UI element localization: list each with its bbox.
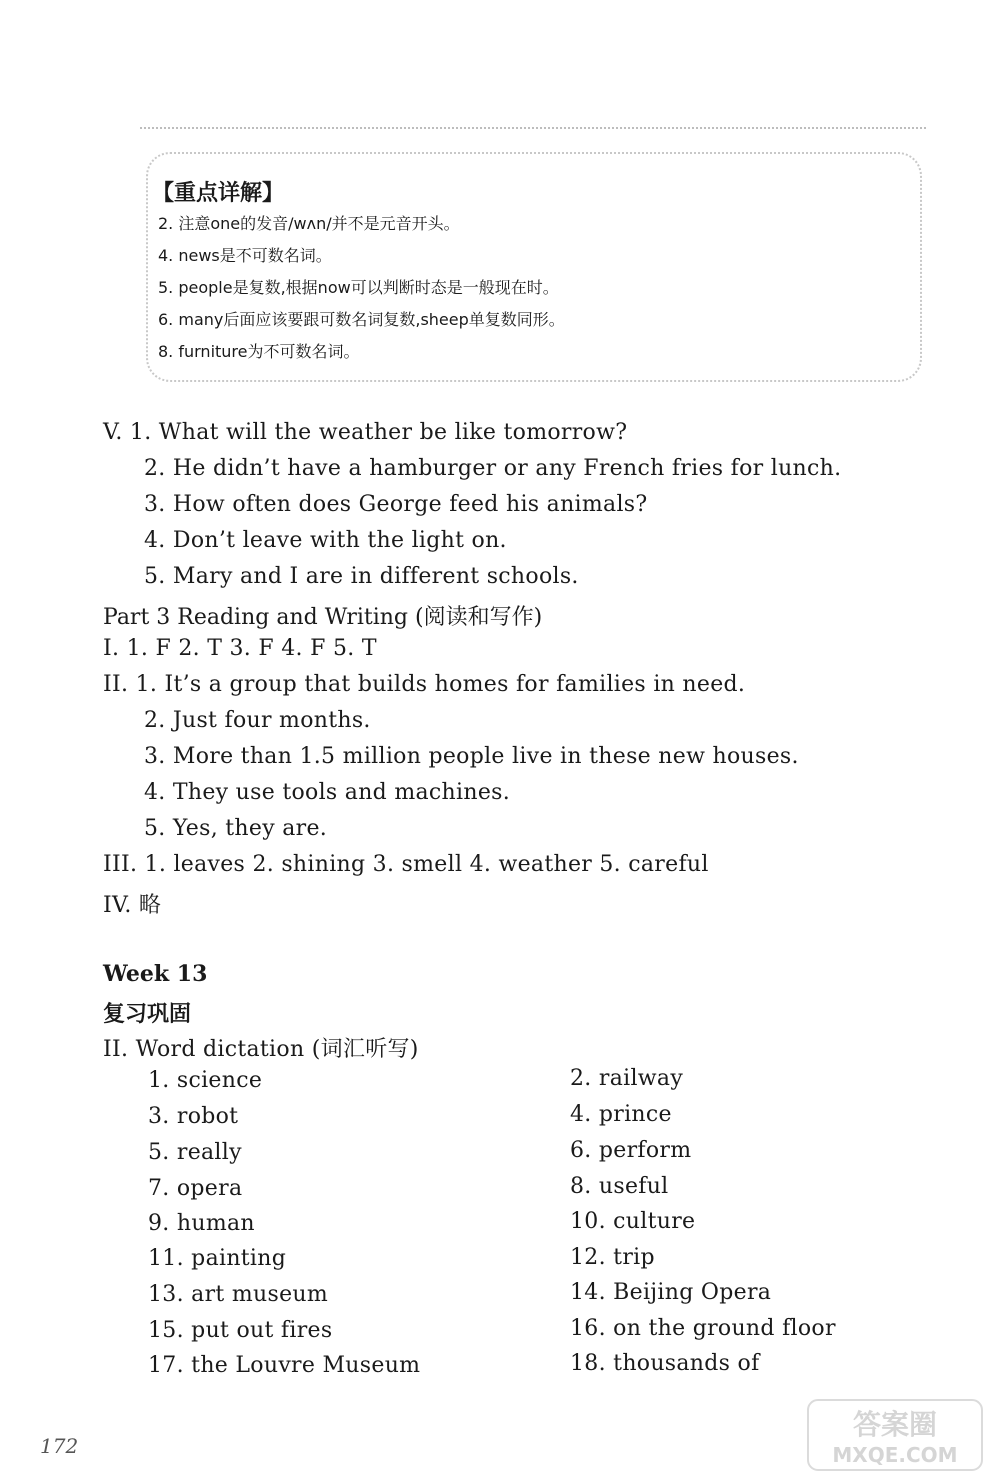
section-v-answer: 4. Don’t leave with the light on. <box>144 528 507 553</box>
section-v-answer: 2. He didn’t have a hamburger or any French fries for lunch. <box>144 456 842 481</box>
watermark-bottom-text: MXQE.COM <box>832 1443 958 1467</box>
dictation-word: 5. really <box>148 1140 242 1165</box>
part3-section-ii-answer: 4. They use tools and machines. <box>144 780 511 805</box>
part3-section-iv: IV. 略 <box>103 893 162 918</box>
dictation-word: 6. perform <box>570 1138 692 1163</box>
dictation-word: 2. railway <box>570 1066 684 1091</box>
part3-section-ii-1: II. 1. It’s a group that builds homes for families in need. <box>103 672 746 697</box>
top-divider <box>140 127 926 129</box>
part3-section-i: I. 1. F 2. T 3. F 4. F 5. T <box>103 636 377 661</box>
key-point-item: 8. furniture为不可数名词。 <box>158 342 360 361</box>
dictation-word: 1. science <box>148 1068 263 1093</box>
dictation-title: II. Word dictation (词汇听写) <box>103 1037 419 1062</box>
dictation-word: 16. on the ground floor <box>570 1316 836 1341</box>
key-point-item: 4. news是不可数名词。 <box>158 246 332 265</box>
review-subheading: 复习巩固 <box>103 1002 192 1027</box>
week-heading: Week 13 <box>103 961 208 987</box>
dictation-word: 12. trip <box>570 1245 655 1270</box>
part3-section-ii-answer: 2. Just four months. <box>144 708 371 733</box>
part3-section-ii-answer: 3. More than 1.5 million people live in these new houses. <box>144 744 799 769</box>
page-number: 172 <box>40 1434 79 1458</box>
part3-section-iii: III. 1. leaves 2. shining 3. smell 4. weather 5. careful <box>103 852 709 877</box>
dictation-word: 13. art museum <box>148 1282 329 1307</box>
dictation-word: 18. thousands of <box>570 1351 760 1376</box>
key-point-item: 6. many后面应该要跟可数名词复数,sheep单复数同形。 <box>158 310 565 329</box>
part3-section-ii-answer: 5. Yes, they are. <box>144 816 328 841</box>
section-v-answer-1: V. 1. What will the weather be like tomorrow? <box>103 420 628 445</box>
dictation-word: 11. painting <box>148 1246 287 1271</box>
dictation-word: 17. the Louvre Museum <box>148 1353 421 1378</box>
section-v-answer: 3. How often does George feed his animals? <box>144 492 648 517</box>
key-point-item: 5. people是复数,根据now可以判断时态是一般现在时。 <box>158 278 559 297</box>
key-points-title: 【重点详解】 <box>152 181 285 206</box>
dictation-word: 7. opera <box>148 1176 243 1201</box>
key-point-item: 2. 注意one的发音/wʌn/并不是元音开头。 <box>158 214 460 233</box>
watermark-logo <box>806 1398 984 1472</box>
section-v-answer: 5. Mary and I are in different schools. <box>144 564 579 589</box>
part3-heading: Part 3 Reading and Writing (阅读和写作) <box>103 605 543 630</box>
watermark-top-text: 答案圈 <box>852 1408 938 1441</box>
dictation-word: 3. robot <box>148 1104 239 1129</box>
dictation-word: 4. prince <box>570 1102 672 1127</box>
dictation-word: 9. human <box>148 1211 255 1236</box>
dictation-word: 14. Beijing Opera <box>570 1280 772 1305</box>
dictation-word: 8. useful <box>570 1174 669 1199</box>
dictation-word: 15. put out fires <box>148 1318 333 1343</box>
dictation-word: 10. culture <box>570 1209 696 1234</box>
